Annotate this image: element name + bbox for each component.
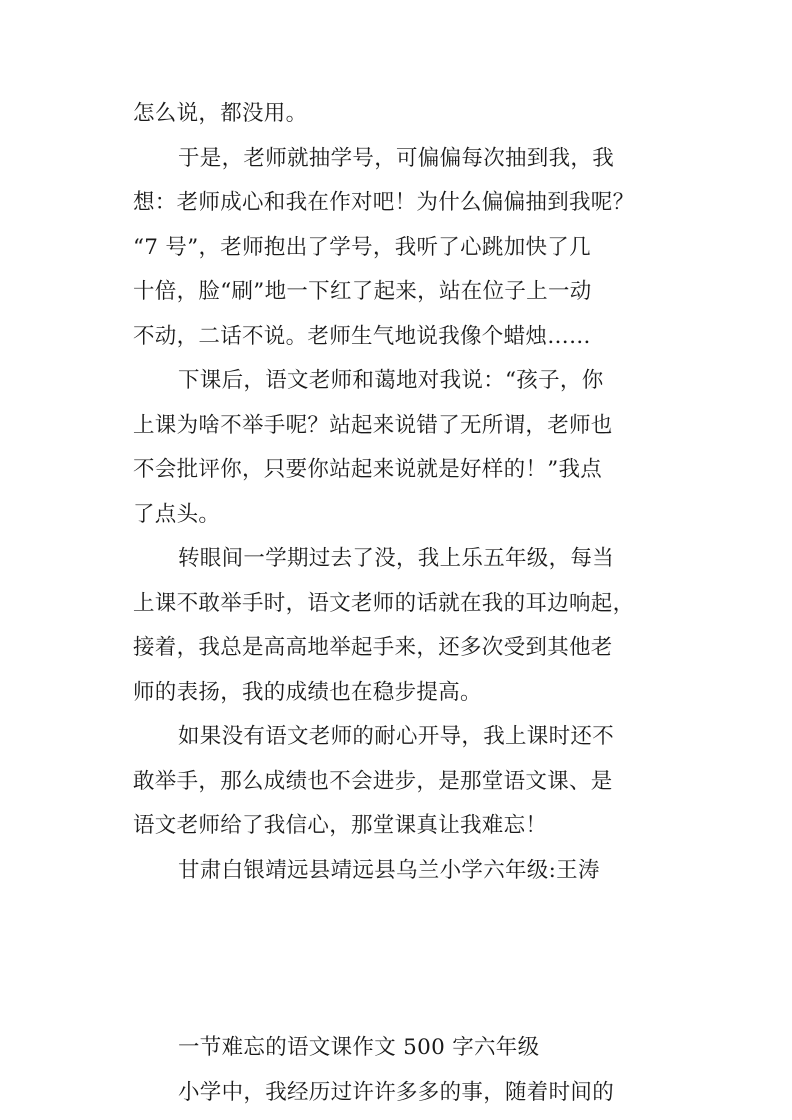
body-text xyxy=(133,92,668,1115)
next-article-title: 一节难忘的语文课作文 500 字六年级 xyxy=(178,1035,540,1060)
line: 于是，老师就抽学号，可偏偏每次抽到我，我 xyxy=(178,145,615,171)
line: 如果没有语文老师的耐心开导，我上课时还不 xyxy=(178,724,615,749)
line: 师的表扬，我的成绩也在稳步提高。 xyxy=(133,679,482,705)
line: 下课后，语文老师和蔼地对我说：“孩子，你 xyxy=(178,368,604,393)
line: 小学中，我经历过许许多多的事，随着时间的 xyxy=(178,1079,615,1105)
line: 语文老师给了我信心，那堂课真让我难忘！ xyxy=(133,813,548,838)
line: 不会批评你，只要你站起来说就是好样的！”我点 xyxy=(133,457,603,482)
line: 想：老师成心和我在作对吧！为什么偏偏抽到我呢？ xyxy=(133,190,635,215)
author-line: 甘肃白银靖远县靖远县乌兰小学六年级:王涛 xyxy=(178,857,600,883)
line: 不动，二话不说。老师生气地说我像个蜡烛…… xyxy=(133,323,591,349)
line: 转眼间一学期过去了没，我上乐五年级，每当 xyxy=(178,546,615,571)
line: 了点头。 xyxy=(133,501,221,527)
line: 上课不敢举手时，语文老师的话就在我的耳边响起， xyxy=(133,590,635,616)
line: “7 号”，老师抱出了学号，我听了心跳加快了几 xyxy=(133,234,591,260)
line: 上课为啥不举手呢？站起来说错了无所谓，老师也 xyxy=(133,412,613,438)
line: 十倍，脸“刷”地一下红了起来，站在位子上一动 xyxy=(133,279,592,304)
line: 怎么说，都没用。 xyxy=(133,101,308,126)
line: 敢举手，那么成绩也不会进步，是那堂语文课、是 xyxy=(133,768,613,794)
line: 接着，我总是高高地举起手来，还多次受到其他老 xyxy=(133,635,613,660)
section-gap xyxy=(133,893,668,1026)
